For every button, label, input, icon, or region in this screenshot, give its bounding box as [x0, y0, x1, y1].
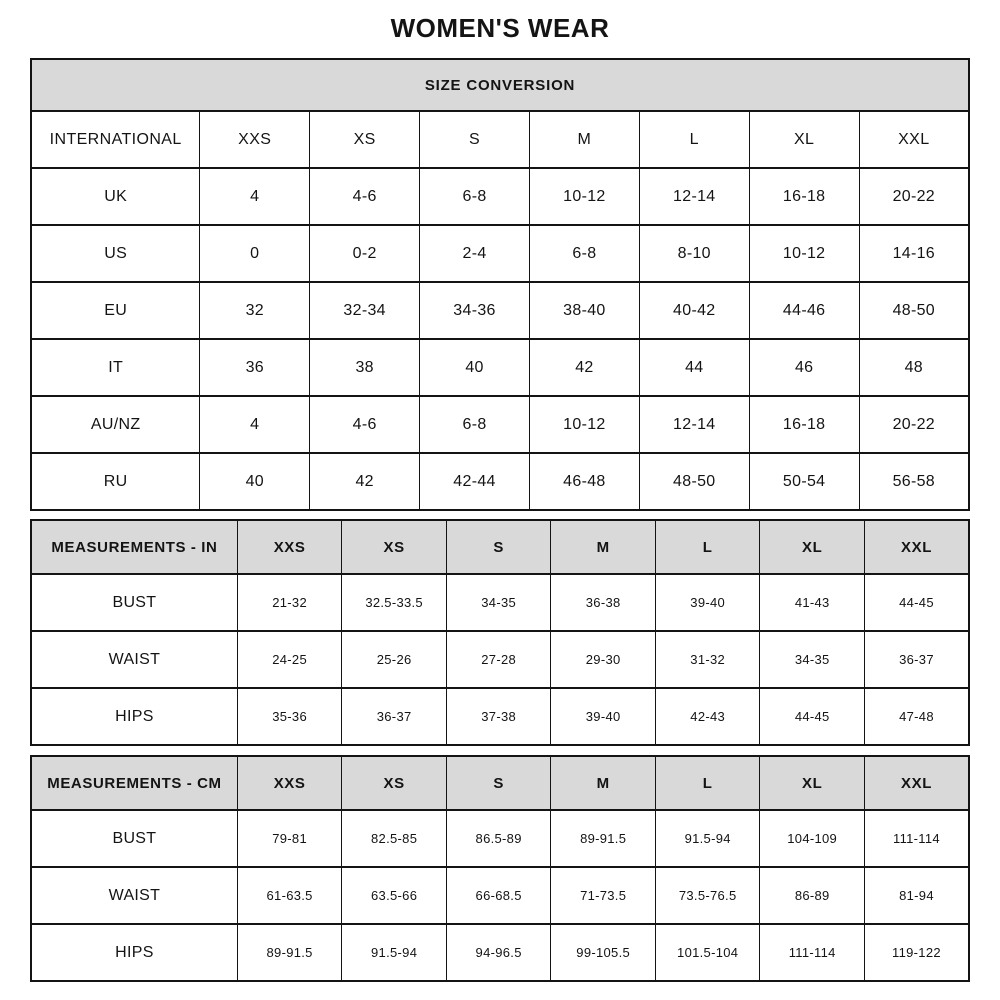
size-value-cell: 12-14 [639, 168, 749, 225]
size-value-cell: 32.5-33.5 [342, 574, 447, 631]
table-header-row [31, 111, 969, 168]
column-header: INTERNATIONAL [31, 111, 200, 168]
table-banner-row [31, 59, 969, 111]
table-row [31, 168, 969, 225]
size-value-cell: 29-30 [551, 631, 656, 688]
tables-container [0, 58, 1000, 982]
size-value-cell: 16-18 [749, 168, 859, 225]
column-header: S [446, 520, 551, 574]
table-row [31, 282, 969, 339]
size-value-cell: 36-37 [342, 688, 447, 745]
row-label: BUST [31, 810, 237, 867]
column-header: MEASUREMENTS - IN [31, 520, 237, 574]
row-label: WAIST [31, 631, 237, 688]
size-value-cell: 111-114 [864, 810, 969, 867]
size-value-cell: 41-43 [760, 574, 865, 631]
size-value-cell: 94-96.5 [446, 924, 551, 981]
size-value-cell: 40-42 [639, 282, 749, 339]
column-header: L [655, 756, 760, 810]
row-label: IT [31, 339, 200, 396]
size-value-cell: 89-91.5 [237, 924, 342, 981]
column-header: M [551, 756, 656, 810]
size-value-cell: 42-44 [420, 453, 530, 510]
size-value-cell: 37-38 [446, 688, 551, 745]
column-header: L [639, 111, 749, 168]
column-header: XS [342, 756, 447, 810]
size-value-cell: 0-2 [310, 225, 420, 282]
size-value-cell: 36 [200, 339, 310, 396]
size-value-cell: 34-36 [420, 282, 530, 339]
column-header: S [420, 111, 530, 168]
table-row [31, 396, 969, 453]
size-value-cell: 4-6 [310, 396, 420, 453]
size-value-cell: 6-8 [529, 225, 639, 282]
size-value-cell: 36-37 [864, 631, 969, 688]
size-value-cell: 46-48 [529, 453, 639, 510]
size-value-cell: 25-26 [342, 631, 447, 688]
size-value-cell: 42-43 [655, 688, 760, 745]
measurements-in-table [30, 519, 970, 746]
size-value-cell: 104-109 [760, 810, 865, 867]
column-header: XXS [237, 756, 342, 810]
size-value-cell: 34-35 [760, 631, 865, 688]
size-value-cell: 66-68.5 [446, 867, 551, 924]
size-value-cell: 81-94 [864, 867, 969, 924]
size-value-cell: 20-22 [859, 396, 969, 453]
size-value-cell: 40 [420, 339, 530, 396]
column-header: M [529, 111, 639, 168]
row-label: RU [31, 453, 200, 510]
column-header: XL [760, 520, 865, 574]
size-value-cell: 63.5-66 [342, 867, 447, 924]
column-header: S [446, 756, 551, 810]
size-value-cell: 101.5-104 [655, 924, 760, 981]
column-header: L [655, 520, 760, 574]
size-value-cell: 4-6 [310, 168, 420, 225]
size-value-cell: 44 [639, 339, 749, 396]
table-row [31, 688, 969, 745]
table-row [31, 574, 969, 631]
column-header: XXL [864, 520, 969, 574]
size-value-cell: 111-114 [760, 924, 865, 981]
size-value-cell: 39-40 [551, 688, 656, 745]
size-value-cell: 14-16 [859, 225, 969, 282]
size-value-cell: 38-40 [529, 282, 639, 339]
column-header: M [551, 520, 656, 574]
column-header: XXL [864, 756, 969, 810]
size-value-cell: 2-4 [420, 225, 530, 282]
size-value-cell: 86.5-89 [446, 810, 551, 867]
size-value-cell: 6-8 [420, 396, 530, 453]
row-label: WAIST [31, 867, 237, 924]
size-value-cell: 8-10 [639, 225, 749, 282]
table-header-row [31, 520, 969, 574]
table-row [31, 453, 969, 510]
size-value-cell: 0 [200, 225, 310, 282]
table-row [31, 339, 969, 396]
size-value-cell: 61-63.5 [237, 867, 342, 924]
row-label: EU [31, 282, 200, 339]
size-value-cell: 32-34 [310, 282, 420, 339]
size-value-cell: 48-50 [639, 453, 749, 510]
size-value-cell: 73.5-76.5 [655, 867, 760, 924]
size-value-cell: 12-14 [639, 396, 749, 453]
table-row [31, 867, 969, 924]
size-value-cell: 34-35 [446, 574, 551, 631]
size-value-cell: 21-32 [237, 574, 342, 631]
size-value-cell: 44-45 [864, 574, 969, 631]
size-value-cell: 91.5-94 [342, 924, 447, 981]
table-row [31, 631, 969, 688]
size-value-cell: 24-25 [237, 631, 342, 688]
column-header: XL [749, 111, 859, 168]
table-row [31, 924, 969, 981]
size-value-cell: 10-12 [749, 225, 859, 282]
size-value-cell: 20-22 [859, 168, 969, 225]
size-value-cell: 44-46 [749, 282, 859, 339]
size-value-cell: 91.5-94 [655, 810, 760, 867]
size-value-cell: 71-73.5 [551, 867, 656, 924]
row-label: HIPS [31, 924, 237, 981]
size-value-cell: 56-58 [859, 453, 969, 510]
measurements-cm-table [30, 755, 970, 982]
size-value-cell: 16-18 [749, 396, 859, 453]
size-conversion-table [30, 58, 970, 511]
size-value-cell: 44-45 [760, 688, 865, 745]
column-header: XXS [200, 111, 310, 168]
size-value-cell: 89-91.5 [551, 810, 656, 867]
size-value-cell: 4 [200, 168, 310, 225]
column-header: XL [760, 756, 865, 810]
size-value-cell: 47-48 [864, 688, 969, 745]
row-label: BUST [31, 574, 237, 631]
size-value-cell: 32 [200, 282, 310, 339]
row-label: UK [31, 168, 200, 225]
size-value-cell: 99-105.5 [551, 924, 656, 981]
size-value-cell: 50-54 [749, 453, 859, 510]
column-header: XXL [859, 111, 969, 168]
table-banner: SIZE CONVERSION [31, 59, 969, 111]
size-value-cell: 27-28 [446, 631, 551, 688]
size-value-cell: 36-38 [551, 574, 656, 631]
size-value-cell: 10-12 [529, 168, 639, 225]
size-value-cell: 6-8 [420, 168, 530, 225]
column-header: XS [310, 111, 420, 168]
size-value-cell: 39-40 [655, 574, 760, 631]
size-value-cell: 42 [529, 339, 639, 396]
column-header: MEASUREMENTS - CM [31, 756, 237, 810]
table-row [31, 225, 969, 282]
row-label: HIPS [31, 688, 237, 745]
size-value-cell: 79-81 [237, 810, 342, 867]
size-value-cell: 10-12 [529, 396, 639, 453]
size-value-cell: 38 [310, 339, 420, 396]
size-value-cell: 86-89 [760, 867, 865, 924]
size-value-cell: 48-50 [859, 282, 969, 339]
size-value-cell: 48 [859, 339, 969, 396]
size-value-cell: 4 [200, 396, 310, 453]
size-value-cell: 35-36 [237, 688, 342, 745]
size-value-cell: 119-122 [864, 924, 969, 981]
size-value-cell: 46 [749, 339, 859, 396]
column-header: XXS [237, 520, 342, 574]
size-value-cell: 42 [310, 453, 420, 510]
size-value-cell: 40 [200, 453, 310, 510]
table-row [31, 810, 969, 867]
row-label: AU/NZ [31, 396, 200, 453]
page-title: WOMEN'S WEAR [390, 13, 610, 43]
table-header-row [31, 756, 969, 810]
column-header: XS [342, 520, 447, 574]
size-value-cell: 31-32 [655, 631, 760, 688]
size-value-cell: 82.5-85 [342, 810, 447, 867]
row-label: US [31, 225, 200, 282]
